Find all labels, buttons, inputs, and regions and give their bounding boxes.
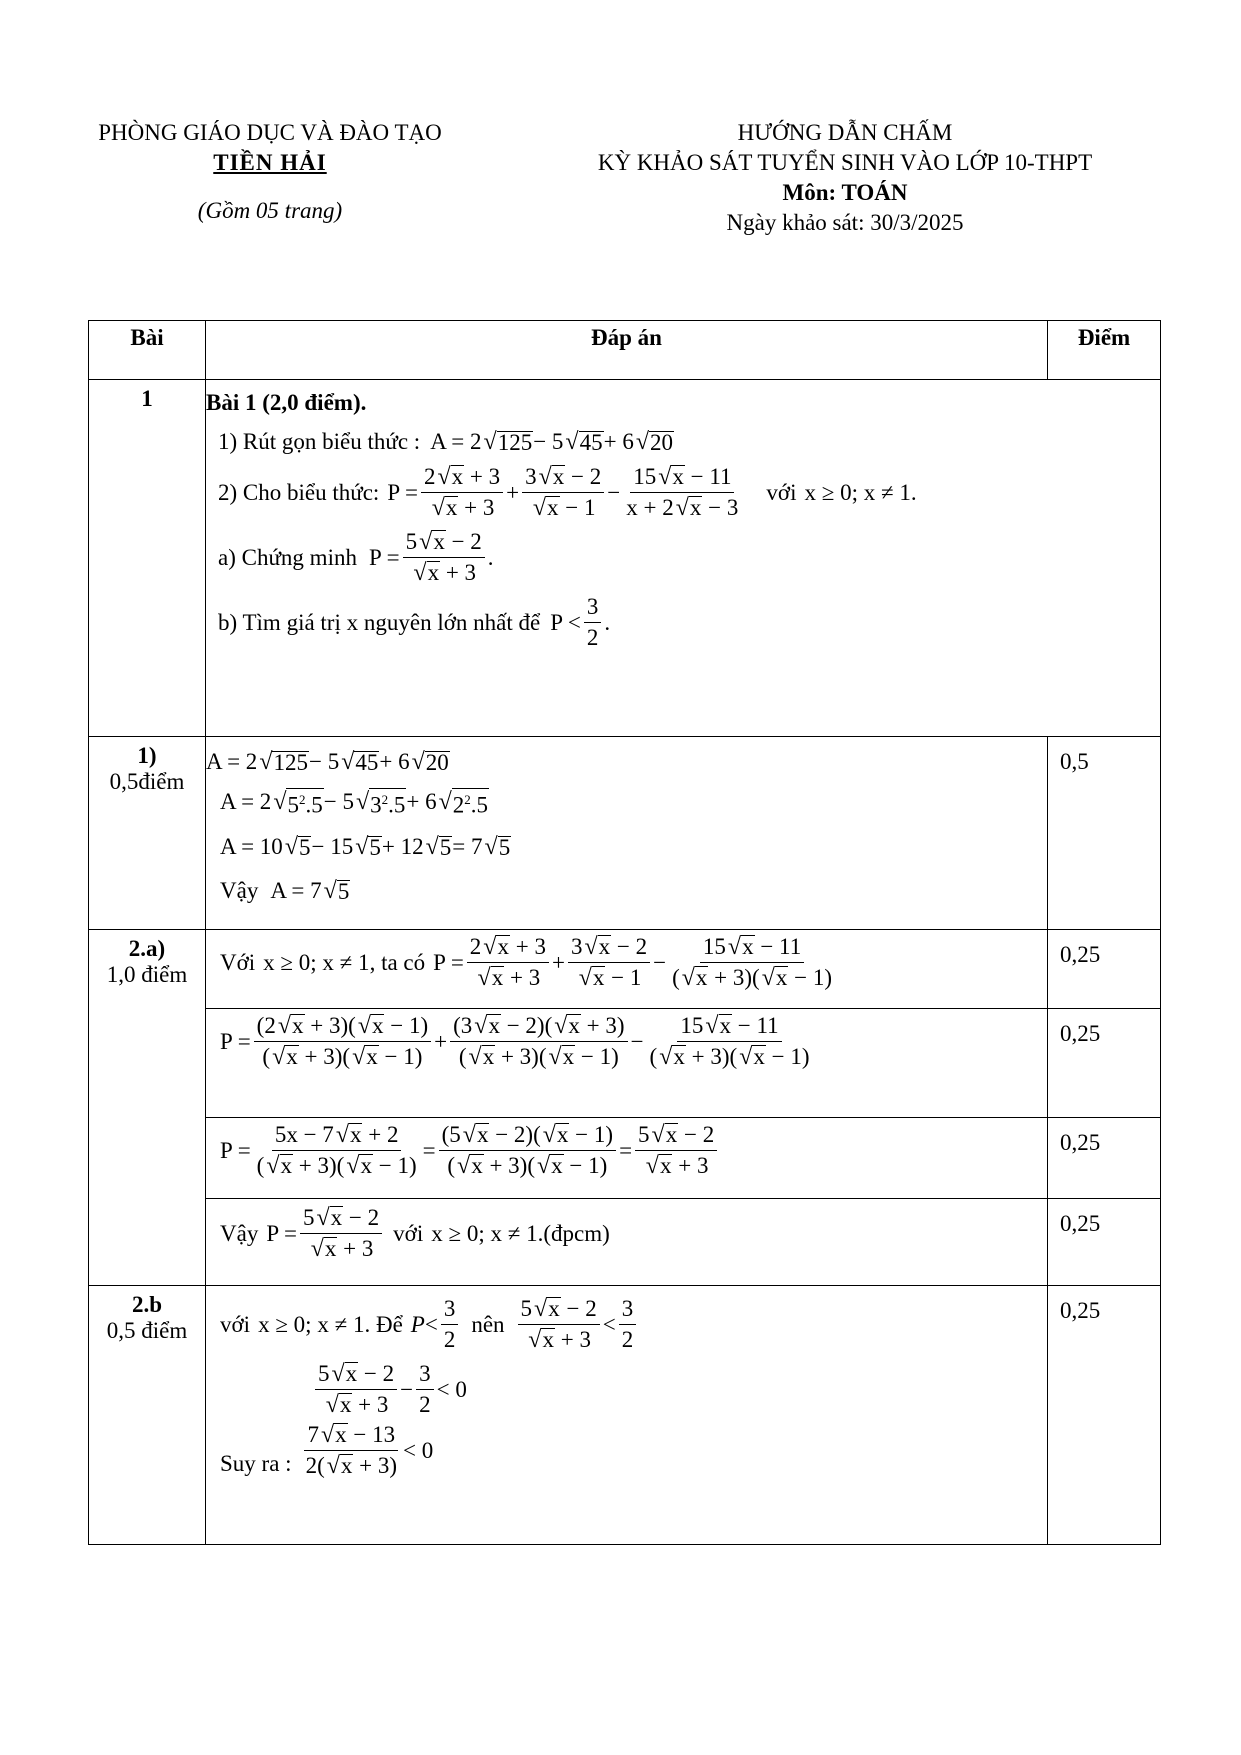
answer-table xyxy=(88,320,1161,1545)
problem-title: Bài 1 (2,0 điểm). xyxy=(206,390,367,415)
part-2b-row xyxy=(89,1286,1161,1545)
col-header-diem: Điểm xyxy=(1048,321,1161,380)
part-1-solution: A = 2 √ 125 − 5 √ 45 + 6 √ 20 A = 2 √ $5^2.5$ − 5 √ $3^2.5$ + 6 √ $2^2.5$ A = 10 √ 5 − 15 √ 5 + 12 √ 5 = 7 √ 5 Vậy A = 7 √ 5 xyxy=(206,737,1048,930)
part-2a-row-3: P = $\frac{5x - 7√x + 2}{(√x + 3)(√x - 1)}$ = $\frac{(5√x - 2)(√x - 1)}{(√x + 3)(√x - 1)}$ = $\frac{5√x - 2}{√x + 3}$ 0,25 xyxy=(89,1118,1161,1199)
problem-label: 1 xyxy=(89,380,206,737)
header-right xyxy=(520,118,1170,238)
problem-row xyxy=(89,380,1161,737)
part-2b-solution: với x ≥ 0; x ≠ 1 . Để P < $\frac{3}{2}$ nên $\frac{5√x - 2}{√x + 3}$ < $\frac{3}{2}$ $\frac{5√x - 2}{√x + 3}$ − $\frac{3}{2}$ < 0 Suy ra : $\frac{7√x - 13}{2(√x + 3)}$ < 0 xyxy=(206,1286,1048,1545)
part-1-score: 0,5 xyxy=(1048,737,1161,930)
problem-statement xyxy=(206,380,1161,737)
department-name: PHÒNG GIÁO DỤC VÀ ĐÀO TẠO xyxy=(98,120,442,145)
col-header-bai: Bài xyxy=(89,321,206,380)
question-2: 2) Cho biểu thức: P = $\frac{2√x + 3}{√x + 3}$ + $\frac{3√x - 2}{√x - 1}$ − $\frac{15√x - 11}{x + 2√x - 3}$ với x ≥ 0; x ≠ 1. xyxy=(218,464,917,521)
question-2a: a) Chứng minh P = $\frac{5√x - 2}{√x + 3}$ . xyxy=(218,529,494,586)
part-2b-label: 2.b 0,5 điểm xyxy=(89,1286,206,1545)
subject: Môn: TOÁN xyxy=(782,180,908,205)
exam-name: KỲ KHẢO SÁT TUYỂN SINH VÀO LỚP 10-THPT xyxy=(597,150,1093,175)
district-name: TIỀN HẢI xyxy=(213,150,327,175)
part-2a-row-1: 2.a) 1,0 điểm Với x ≥ 0; x ≠ 1 , ta có P = $\frac{2√x + 3}{√x + 3}$ + $\frac{3√x - 2}{√x - 1}$ − $\frac{15√x - 11}{(√x + 3)(√x - 1)}$ 0,25 xyxy=(89,930,1161,1009)
exam-date: Ngày khảo sát: 30/3/2025 xyxy=(726,210,964,235)
part-2b-score: 0,25 xyxy=(1048,1286,1161,1545)
part-2a-row-2: P = $\frac{(2√x + 3)(√x - 1)}{(√x + 3)(√x - 1)}$ + $\frac{(3√x - 2)(√x + 3)}{(√x + 3)(√x - 1)}$ − $\frac{15√x - 11}{(√x + 3)(√x - 1)}$ 0,25 xyxy=(89,1009,1161,1118)
part-2a-score-3: 0,25 xyxy=(1048,1118,1161,1199)
part-2a-score-2: 0,25 xyxy=(1048,1009,1161,1118)
part-2a-score-1: 0,25 xyxy=(1048,930,1161,1009)
part-1-row xyxy=(89,737,1161,930)
expr-P: P = $\frac{2√x + 3}{√x + 3}$ + $\frac{3√x - 2}{√x - 1}$ − $\frac{15√x - 11}{x + 2√x - 3}$ xyxy=(387,464,739,521)
header-left xyxy=(60,118,480,226)
table-header-row xyxy=(89,321,1161,380)
part-2a-label: 2.a) 1,0 điểm xyxy=(89,930,206,1286)
document-title: HƯỚNG DẪN CHẤM xyxy=(737,120,953,145)
part-2a-score-4: 0,25 xyxy=(1048,1199,1161,1286)
question-2b: b) Tìm giá trị x nguyên lớn nhất để P < $\frac{3}{2}$ . xyxy=(218,594,611,650)
expr-A: A = 2 √ 125 − 5 √ 45 + 6 √ 20 xyxy=(430,428,673,455)
part-1-label: 1) 0,5điểm xyxy=(89,737,206,930)
part-2a-row-4: Vậy P = $\frac{5√x - 2}{√x + 3}$ với x ≥ 0; x ≠ 1. (đpcm) 0,25 xyxy=(89,1199,1161,1286)
page-count-note: (Gồm 05 trang) xyxy=(197,198,343,223)
col-header-dap-an: Đáp án xyxy=(206,321,1048,380)
question-1: 1) Rút gọn biểu thức : A = 2 √ 125 − 5 √ 45 + 6 √ 20 xyxy=(218,428,673,455)
